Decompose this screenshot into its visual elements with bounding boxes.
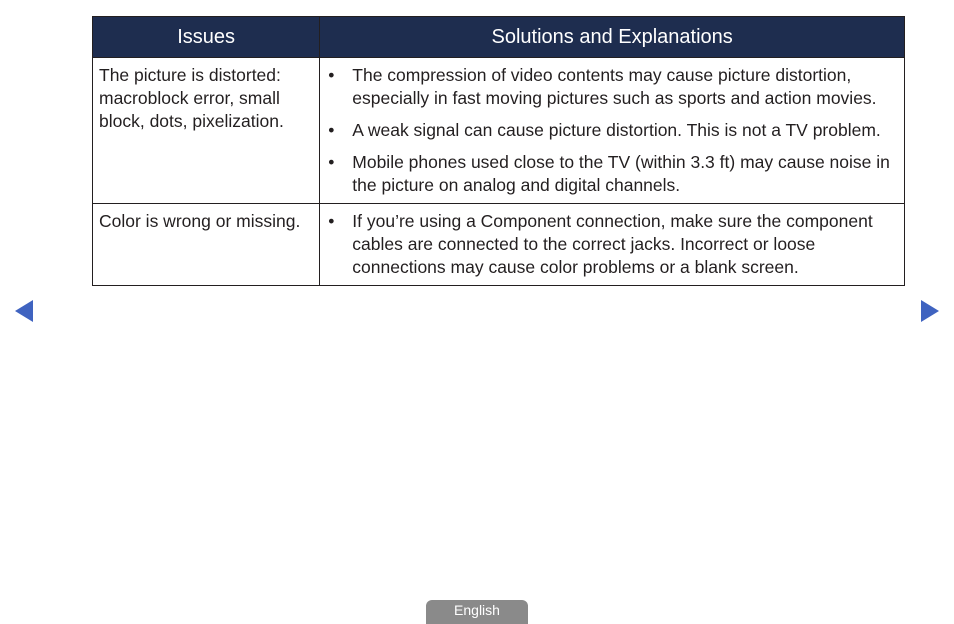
troubleshooting-table [92,16,905,286]
solution-text: The compression of video contents may cause picture distortion, especially in fast moving pictures such as sports and action movies. [352,65,877,108]
solution-item [326,210,898,279]
solution-list [326,210,898,279]
bullet-icon: • [328,152,335,172]
language-tab[interactable] [426,600,528,624]
bullet-icon: • [328,120,335,140]
previous-page-left-triangle-icon[interactable] [15,300,33,322]
issue-cell: The picture is distorted: macroblock error, small block, dots, pixelization. [93,58,320,204]
solution-text: If you’re using a Component connection, make sure the component cables are connected to the correct jacks. Incorrect or loose connections may cause color problems or a blank screen. [352,211,873,277]
solutions-column-header: Solutions and Explanations [320,17,905,58]
issues-column-header: Issues [93,17,320,58]
next-page-right-triangle-icon[interactable] [921,300,939,322]
solution-list [326,64,898,197]
solution-item [326,119,898,142]
solution-text: Mobile phones used close to the TV (within 3.3 ft) may cause noise in the picture on analog and digital channels. [352,152,890,195]
solution-cell [320,58,905,204]
bullet-icon: • [328,211,335,231]
table-header-row [93,17,905,58]
table-row [93,204,905,286]
solution-item [326,151,898,197]
language-tab-label: English [454,602,500,618]
bullet-icon: • [328,65,335,85]
solution-text: A weak signal can cause picture distortion. This is not a TV problem. [352,120,881,140]
issue-cell: Color is wrong or missing. [93,204,320,286]
table-row [93,58,905,204]
solution-cell [320,204,905,286]
solution-item [326,64,898,110]
